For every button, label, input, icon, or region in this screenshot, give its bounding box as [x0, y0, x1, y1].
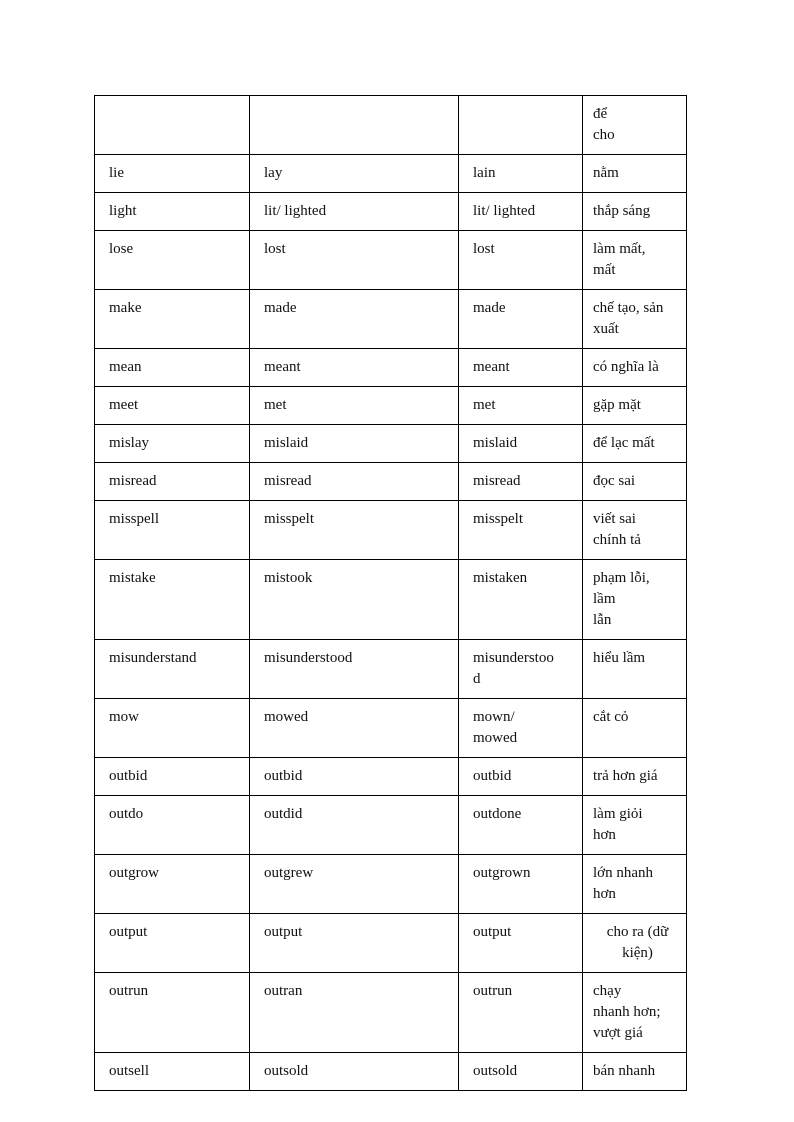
- past-simple-cell: met: [250, 387, 459, 425]
- base-form-cell: light: [95, 193, 250, 231]
- past-simple-cell: misspelt: [250, 501, 459, 560]
- past-participle-cell: outrun: [459, 973, 583, 1053]
- meaning-cell: để lạc mất: [583, 425, 687, 463]
- base-form-cell: mistake: [95, 560, 250, 640]
- meaning-cell: hiểu lầm: [583, 640, 687, 699]
- base-form-cell: outbid: [95, 758, 250, 796]
- past-simple-cell: made: [250, 290, 459, 349]
- past-simple-cell: lit/ lighted: [250, 193, 459, 231]
- meaning-cell: gặp mặt: [583, 387, 687, 425]
- base-form-cell: [95, 96, 250, 155]
- past-simple-cell: lost: [250, 231, 459, 290]
- base-form-cell: lose: [95, 231, 250, 290]
- past-participle-cell: misread: [459, 463, 583, 501]
- base-form-cell: misunderstand: [95, 640, 250, 699]
- past-participle-cell: lost: [459, 231, 583, 290]
- table-row: [95, 699, 687, 758]
- base-form-cell: mean: [95, 349, 250, 387]
- table-row: [95, 914, 687, 973]
- table-row: [95, 155, 687, 193]
- table-row: [95, 1053, 687, 1091]
- table-row: [95, 758, 687, 796]
- table-row: [95, 855, 687, 914]
- past-simple-cell: outsold: [250, 1053, 459, 1091]
- past-simple-cell: outdid: [250, 796, 459, 855]
- past-participle-cell: meant: [459, 349, 583, 387]
- past-simple-cell: outbid: [250, 758, 459, 796]
- verbs-table-body: [95, 96, 687, 1091]
- table-row: [95, 501, 687, 560]
- table-row: [95, 193, 687, 231]
- table-row: [95, 973, 687, 1053]
- meaning-cell: làm giỏi hơn: [583, 796, 687, 855]
- past-participle-cell: made: [459, 290, 583, 349]
- past-participle-cell: mistaken: [459, 560, 583, 640]
- past-simple-cell: output: [250, 914, 459, 973]
- past-participle-cell: lit/ lighted: [459, 193, 583, 231]
- irregular-verbs-table: [94, 95, 687, 1091]
- table-row: [95, 290, 687, 349]
- past-participle-cell: mislaid: [459, 425, 583, 463]
- past-simple-cell: lay: [250, 155, 459, 193]
- table-row: [95, 560, 687, 640]
- base-form-cell: outrun: [95, 973, 250, 1053]
- past-participle-cell: outbid: [459, 758, 583, 796]
- base-form-cell: mislay: [95, 425, 250, 463]
- table-row: [95, 349, 687, 387]
- past-participle-cell: met: [459, 387, 583, 425]
- base-form-cell: make: [95, 290, 250, 349]
- meaning-cell: đọc sai: [583, 463, 687, 501]
- meaning-cell: làm mất, mất: [583, 231, 687, 290]
- past-participle-cell: outsold: [459, 1053, 583, 1091]
- table-row: [95, 796, 687, 855]
- base-form-cell: misread: [95, 463, 250, 501]
- past-participle-cell: output: [459, 914, 583, 973]
- base-form-cell: misspell: [95, 501, 250, 560]
- meaning-cell: cắt cỏ: [583, 699, 687, 758]
- past-simple-cell: outran: [250, 973, 459, 1053]
- past-participle-cell: lain: [459, 155, 583, 193]
- base-form-cell: mow: [95, 699, 250, 758]
- meaning-cell: nằm: [583, 155, 687, 193]
- meaning-cell: phạm lỗi, lầm lẫn: [583, 560, 687, 640]
- past-participle-cell: misspelt: [459, 501, 583, 560]
- base-form-cell: lie: [95, 155, 250, 193]
- past-simple-cell: mistook: [250, 560, 459, 640]
- past-participle-cell: mown/ mowed: [459, 699, 583, 758]
- meaning-cell: viết sai chính tả: [583, 501, 687, 560]
- meaning-cell: lớn nhanh hơn: [583, 855, 687, 914]
- table-row: [95, 96, 687, 155]
- base-form-cell: outgrow: [95, 855, 250, 914]
- base-form-cell: meet: [95, 387, 250, 425]
- base-form-cell: outsell: [95, 1053, 250, 1091]
- base-form-cell: outdo: [95, 796, 250, 855]
- meaning-cell: bán nhanh: [583, 1053, 687, 1091]
- meaning-cell: cho ra (dữ kiện): [583, 914, 687, 973]
- table-row: [95, 387, 687, 425]
- meaning-cell: chế tạo, sản xuất: [583, 290, 687, 349]
- past-simple-cell: mowed: [250, 699, 459, 758]
- meaning-cell: có nghĩa là: [583, 349, 687, 387]
- meaning-cell: thắp sáng: [583, 193, 687, 231]
- past-simple-cell: meant: [250, 349, 459, 387]
- past-simple-cell: [250, 96, 459, 155]
- past-simple-cell: misread: [250, 463, 459, 501]
- past-participle-cell: outgrown: [459, 855, 583, 914]
- meaning-cell: để cho: [583, 96, 687, 155]
- table-row: [95, 231, 687, 290]
- past-participle-cell: [459, 96, 583, 155]
- meaning-cell: chạy nhanh hơn; vượt giá: [583, 973, 687, 1053]
- table-row: [95, 463, 687, 501]
- past-simple-cell: misunderstood: [250, 640, 459, 699]
- table-row: [95, 425, 687, 463]
- base-form-cell: output: [95, 914, 250, 973]
- past-simple-cell: outgrew: [250, 855, 459, 914]
- meaning-cell: trả hơn giá: [583, 758, 687, 796]
- past-participle-cell: misunderstoo d: [459, 640, 583, 699]
- table-row: [95, 640, 687, 699]
- past-simple-cell: mislaid: [250, 425, 459, 463]
- past-participle-cell: outdone: [459, 796, 583, 855]
